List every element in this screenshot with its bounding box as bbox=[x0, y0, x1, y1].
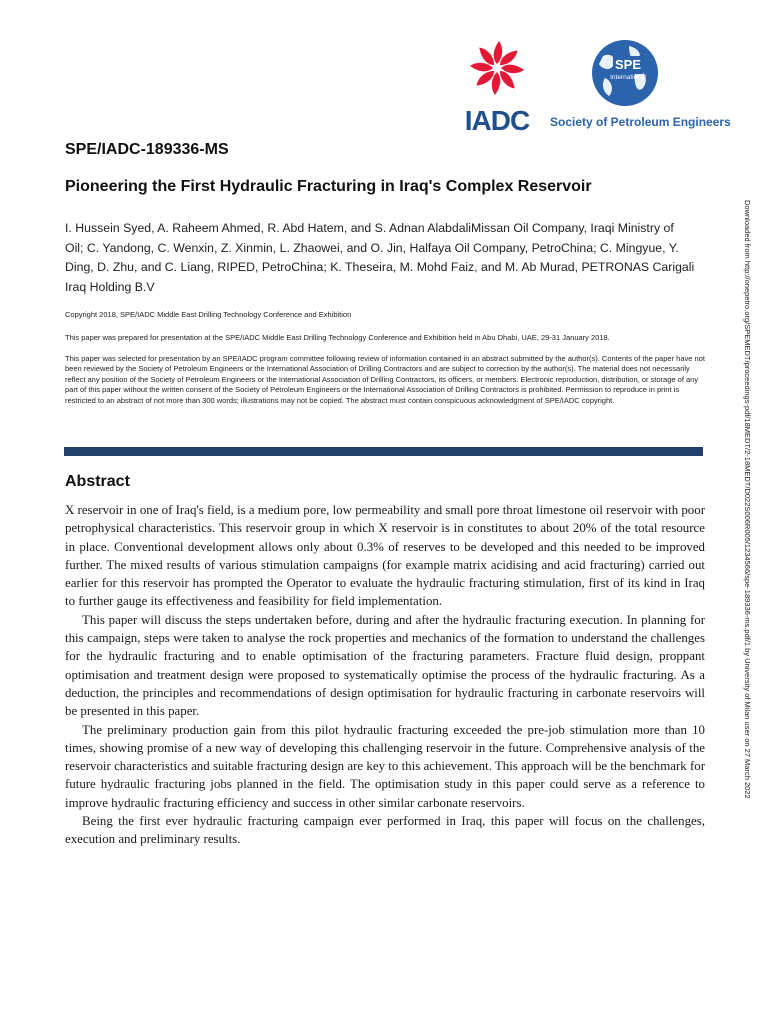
section-divider-bar bbox=[64, 447, 703, 456]
paper-id: SPE/IADC-189336-MS bbox=[65, 141, 229, 158]
spe-badge-subtext: International bbox=[610, 74, 646, 81]
abstract-paragraph: Being the first ever hydraulic fracturing campaign ever performed in Iraq, this paper will focus on the challenges, execution and preliminary results. bbox=[65, 814, 705, 847]
selection-disclaimer: This paper was selected for presentation by an SPE/IADC program committee following review of information contained in an abstract submitted by the author(s). Contents of the paper have not been reviewed by the Society of Petroleum Engineers or the International Association of Drilling Contractors and are subject to correction by the author(s). The material does not necessarily reflect any position of the Society of Petroleum Engineers or the International Association of Drilling Contractors, its officers, or members. Electronic reproduction, distribution, or storage of any part of this paper without the written consent of the Society of Petroleum Engineers or the International Association of Drilling Contractors is prohibited. Permission to reproduce in print is restricted to an abstract of not more than 300 words; illustrations may not be copied. The abstract must contain conspicuous acknowledgment of SPE/IADC copyright. bbox=[65, 354, 705, 405]
abstract-paragraph: The preliminary production gain from this pilot hydraulic fracturing exceeded the pre-job stimulation more than 10 times, showing promise of a new way of developing this challenging reservoir in the future. Comprehensive analysis of the reservoir characteristics and suitable fracturing design are key to this achievement. This approach will be the benchmark for future hydraulic fracturing jobs planned in the field. The optimisation study in this paper could serve as a reference to improve hydraulic fracturing efficiency and success in other similar carbonate reservoirs. bbox=[65, 722, 705, 810]
download-watermark: Downloaded from http://onepetro.org/SPEMEDT/proceedings-pdf/18MEDT/2-18MEDT/D022S006R005/1234566/spe-189336-ms.pdf/1 by University of Milan user on 27 March 2022 bbox=[743, 200, 752, 799]
spe-globe-icon bbox=[583, 38, 667, 108]
copyright-notice: Copyright 2018, SPE/IADC Middle East Drilling Technology Conference and Exhibition bbox=[65, 310, 352, 319]
abstract-body bbox=[65, 501, 705, 849]
abstract-paragraph: This paper will discuss the steps undertaken before, during and after the hydraulic fracturing execution. In planning for this campaign, steps were taken to analyse the rock properties and mechanics of the formation to understand the challenges for the hydraulic fracturing and to enable optimisation of the fracturing parameters. Fracture fluid design, proppant optimisation and treatment design were proposed to systematically optimise the process of the hydraulic fracturing. As a deduction, the principles and recommendations of design optimisation for hydraulic fracturing in carbonate reservoirs will be presented in this paper. bbox=[65, 612, 705, 719]
iadc-wordmark: IADC bbox=[464, 105, 530, 136]
iadc-logo bbox=[462, 38, 532, 137]
header-logos bbox=[462, 30, 731, 136]
paper-title: Pioneering the First Hydraulic Fracturing in Iraq's Complex Reservoir bbox=[65, 178, 592, 195]
presentation-notice: This paper was prepared for presentation at the SPE/IADC Middle East Drilling Technology Conference and Exhibition held in Abu Dhabi, UAE, 29-31 January 2018. bbox=[65, 333, 610, 342]
author-list: I. Hussein Syed, A. Raheem Ahmed, R. Abd Hatem, and S. Adnan AlabdaliMissan Oil Company, Iraqi Ministry of Oil; C. Yandong, C. Wenxin, Z. Xinmin, L. Zhaowei, and O. Jin, Halfaya Oil Company, PetroChina; C. Mingyue, Y. Ding, D. Zhu, and C. Liang, RIPED, PetroChina; K. Theseira, M. Mohd Faiz, and M. Ab Murad, PETRONAS Carigali Iraq Holding B.V bbox=[65, 221, 695, 294]
abstract-heading: Abstract bbox=[65, 473, 130, 490]
spe-wordmark: Society of Petroleum Engineers bbox=[550, 115, 731, 129]
spe-badge-text: SPE bbox=[614, 57, 642, 72]
abstract-paragraph: X reservoir in one of Iraq's field, is a medium pore, low permeability and small pore throat limestone oil reservoir with poor petrophysical characteristics. This reservoir group in which X reservoir is in constitutes to about 20% of the total resource in place. Conventional development allows only about 0.3% of reserves to be developed and this needed to be improved further. The mixed results of various stimulation campaigns (for example matrix acidising and acid fracturing) carried out earlier for this reservoir has prompted the Operator to evaluate the hydraulic fracturing stimulation, first of its kind in Iraq to further gauge its effectiveness and feasibility for field implementation. bbox=[65, 503, 705, 609]
iadc-emblem-icon bbox=[467, 38, 527, 98]
spe-logo bbox=[550, 38, 731, 129]
